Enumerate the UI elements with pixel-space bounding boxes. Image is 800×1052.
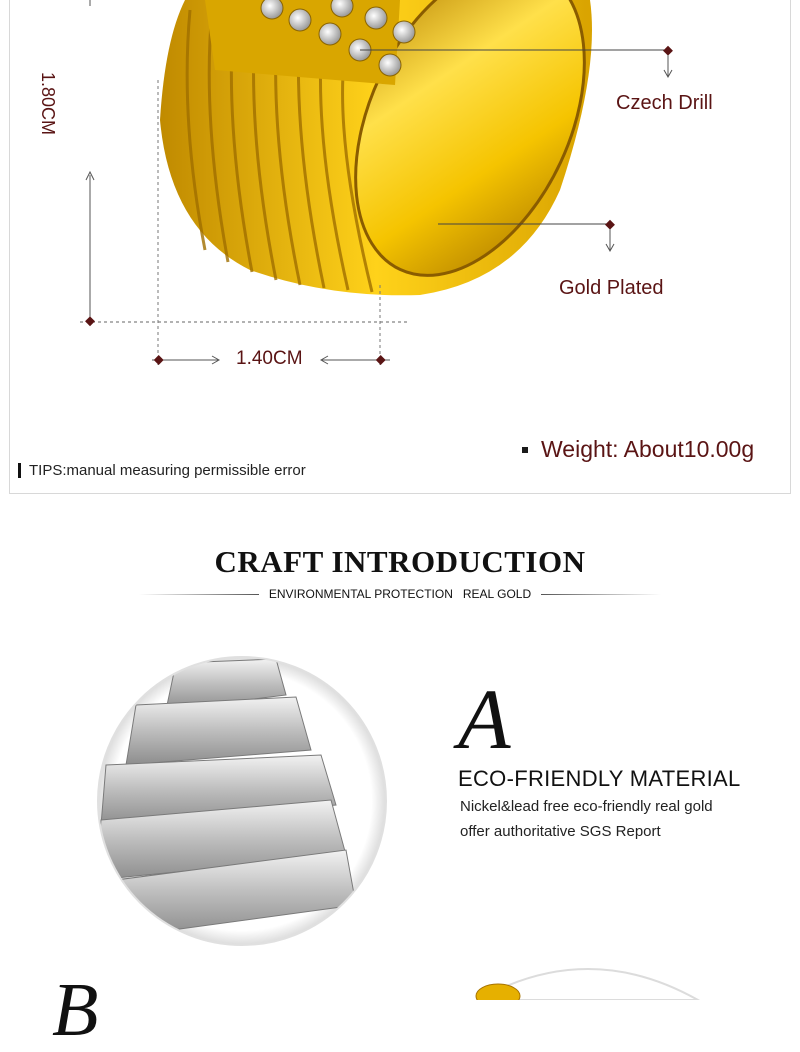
weight-row [522,436,754,463]
tips-bar-icon [18,463,21,478]
craft-subtitle: ENVIRONMENTAL PROTECTION REAL GOLD [268,587,532,601]
divider-left [139,594,259,595]
craft-title: CRAFT INTRODUCTION [214,544,586,579]
feature-letter-a: A [458,671,511,767]
height-measurement-label: 1.80CM [38,72,58,136]
czech-drill-label: Czech Drill [616,92,713,114]
tips-row [18,462,306,479]
gold-plated-label: Gold Plated [559,277,664,299]
weight-text: Weight: About10.00g [541,436,755,462]
eco-description-line2: offer authoritative SGS Report [460,823,661,840]
silver-bars-image [96,655,388,947]
divider-right [541,594,661,595]
craft-subtitle-row [0,585,800,603]
width-measurement-label: 1.40CM [236,348,303,369]
bullet-icon [522,447,528,453]
ring-illustration [0,0,800,400]
gold-ring-closeup-image [458,948,718,1000]
tips-text: TIPS:manual measuring permissible error [29,462,306,479]
eco-description-line1: Nickel&lead free eco-friendly real gold [460,798,713,815]
feature-letter-b: B [52,968,99,1052]
eco-friendly-title: ECO-FRIENDLY MATERIAL [458,766,741,791]
